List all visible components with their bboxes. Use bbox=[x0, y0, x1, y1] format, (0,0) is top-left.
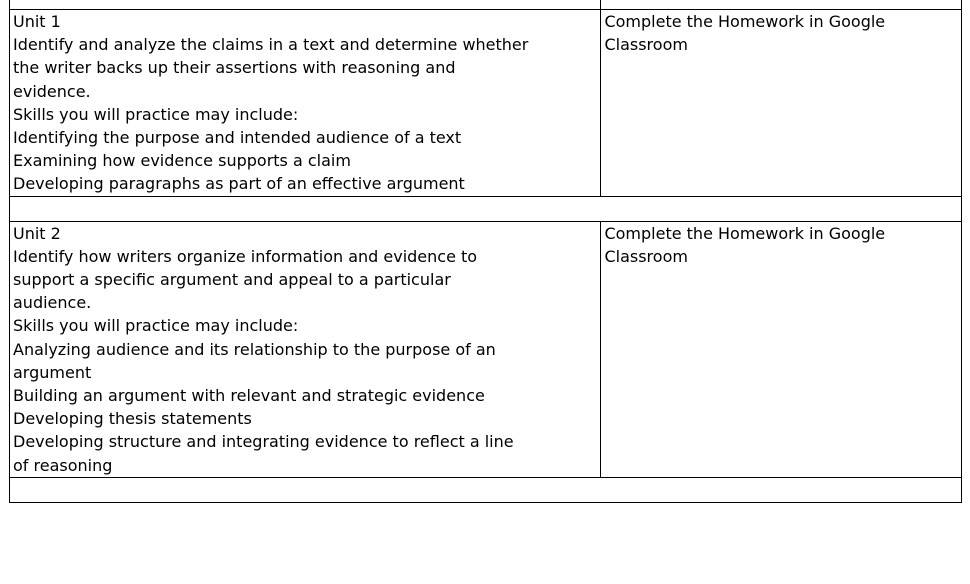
unit-2-homework-line: Classroom bbox=[604, 246, 688, 266]
unit-2-skill-item: argument bbox=[13, 362, 92, 382]
table-top-strip bbox=[10, 0, 962, 10]
top-strip-right-cell bbox=[601, 0, 962, 10]
unit-1-homework-line: Complete the Homework in Google bbox=[604, 12, 886, 31]
unit-1-title: Unit 1 bbox=[13, 12, 61, 31]
unit-1-homework-cell bbox=[601, 10, 962, 197]
unit-1-skill-item: Examining how evidence supports a claim bbox=[13, 151, 351, 171]
unit-1-description-line: the writer backs up their assertions with reasoning and bbox=[13, 58, 456, 78]
unit-2-description-line: Identify how writers organize information and evidence to bbox=[13, 246, 478, 266]
unit-2-homework-cell bbox=[601, 221, 962, 477]
unit-2-content-cell bbox=[10, 221, 601, 477]
unit-2-title: Unit 2 bbox=[13, 223, 61, 243]
unit-1-homework-line: Classroom bbox=[604, 35, 688, 55]
bottom-spacer-row bbox=[10, 477, 962, 502]
unit-1-skill-item: Identifying the purpose and intended audience of a text bbox=[13, 128, 462, 148]
unit-2-skills-intro: Skills you will practice may include: bbox=[13, 316, 299, 336]
spacer-row bbox=[10, 196, 962, 221]
unit-1-description-line: evidence. bbox=[13, 81, 91, 101]
top-strip-left-cell bbox=[10, 0, 601, 10]
unit-2-homework-line: Complete the Homework in Google bbox=[604, 223, 886, 243]
bottom-spacer-cell bbox=[10, 477, 962, 502]
unit-2-skill-item: Developing structure and integrating evidence to reflect a line bbox=[13, 432, 514, 452]
unit-1-skills-intro: Skills you will practice may include: bbox=[13, 104, 299, 124]
unit-1-skill-item: Developing paragraphs as part of an effective argument bbox=[13, 174, 465, 194]
units-table bbox=[9, 0, 962, 503]
unit-2-skill-item: of reasoning bbox=[13, 455, 113, 475]
unit-2-description-line: support a specific argument and appeal to a particular bbox=[13, 270, 451, 290]
unit-1-description-line: Identify and analyze the claims in a text and determine whether bbox=[13, 35, 529, 55]
unit-2-row bbox=[10, 221, 962, 477]
spacer-cell bbox=[10, 196, 962, 221]
unit-1-content-cell bbox=[10, 10, 601, 197]
unit-2-skill-item: Developing thesis statements bbox=[13, 409, 252, 429]
unit-2-skill-item: Building an argument with relevant and strategic evidence bbox=[13, 386, 485, 406]
unit-2-skill-item: Analyzing audience and its relationship to the purpose of an bbox=[13, 339, 496, 359]
unit-2-description-line: audience. bbox=[13, 293, 92, 313]
unit-1-row bbox=[10, 10, 962, 197]
